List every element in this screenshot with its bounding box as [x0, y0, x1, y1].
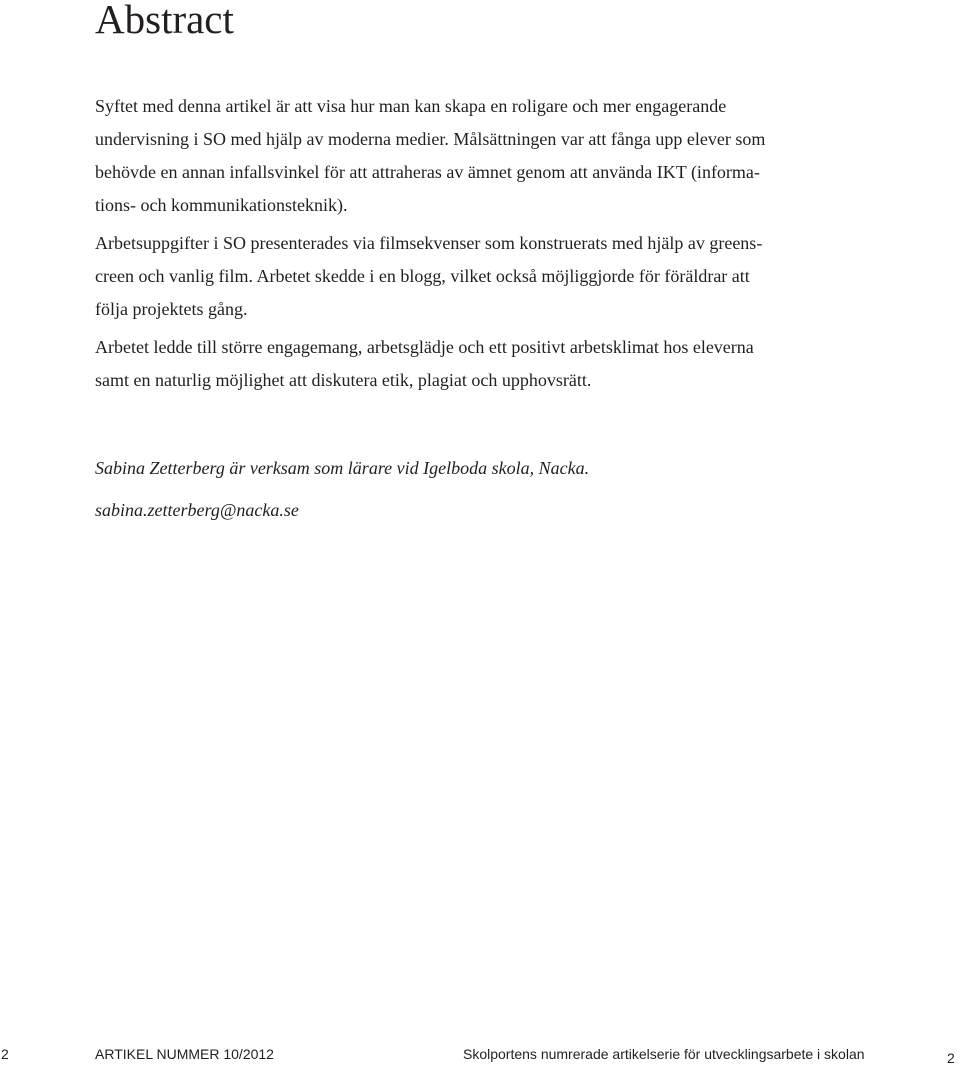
page-number-left: 2 [1, 1046, 9, 1062]
paragraph-purpose [95, 90, 907, 222]
text-line: tions- och kommunikationsteknik). [95, 195, 348, 215]
text-line: creen och vanlig film. Arbetet skedde i en blogg, vilket också möjliggjorde för föräldrar att [95, 266, 750, 286]
text-line: behövde en annan infallsvinkel för att attraheras av ämnet genom att använda IKT (informa- [95, 162, 760, 182]
paragraph-method [95, 227, 907, 326]
text-line: följa projektets gång. [95, 299, 248, 319]
text-line: samt en naturlig möjlighet att diskutera etik, plagiat och upphovsrätt. [95, 370, 592, 390]
author-bio: Sabina Zetterberg är verksam som lärare vid Igelboda skola, Nacka. [95, 458, 590, 478]
series-label: Skolportens numrerade artikelserie för utvecklingsarbete i skolan [463, 1046, 865, 1062]
paragraph-result [95, 331, 907, 397]
text-line: Arbetet ledde till större engagemang, arbetsglädje och ett positivt arbetsklimat hos eleverna [95, 337, 754, 357]
author-email[interactable]: sabina.zetterberg@nacka.se [95, 500, 299, 520]
page-title: Abstract [95, 0, 234, 42]
page-number-right: 2 [947, 1050, 955, 1066]
issue-label: ARTIKEL NUMMER 10/2012 [95, 1046, 274, 1062]
abstract-body [95, 90, 907, 402]
text-line: undervisning i SO med hjälp av moderna medier. Målsättningen var att fånga upp elever som [95, 129, 766, 149]
page-footer [0, 1043, 960, 1065]
text-line: Syftet med denna artikel är att visa hur man kan skapa en roligare och mer engagerande [95, 96, 727, 116]
text-line: Arbetsuppgifter i SO presenterades via filmsekvenser som konstruerats med hjälp av greens- [95, 233, 763, 253]
author-info [95, 452, 589, 536]
